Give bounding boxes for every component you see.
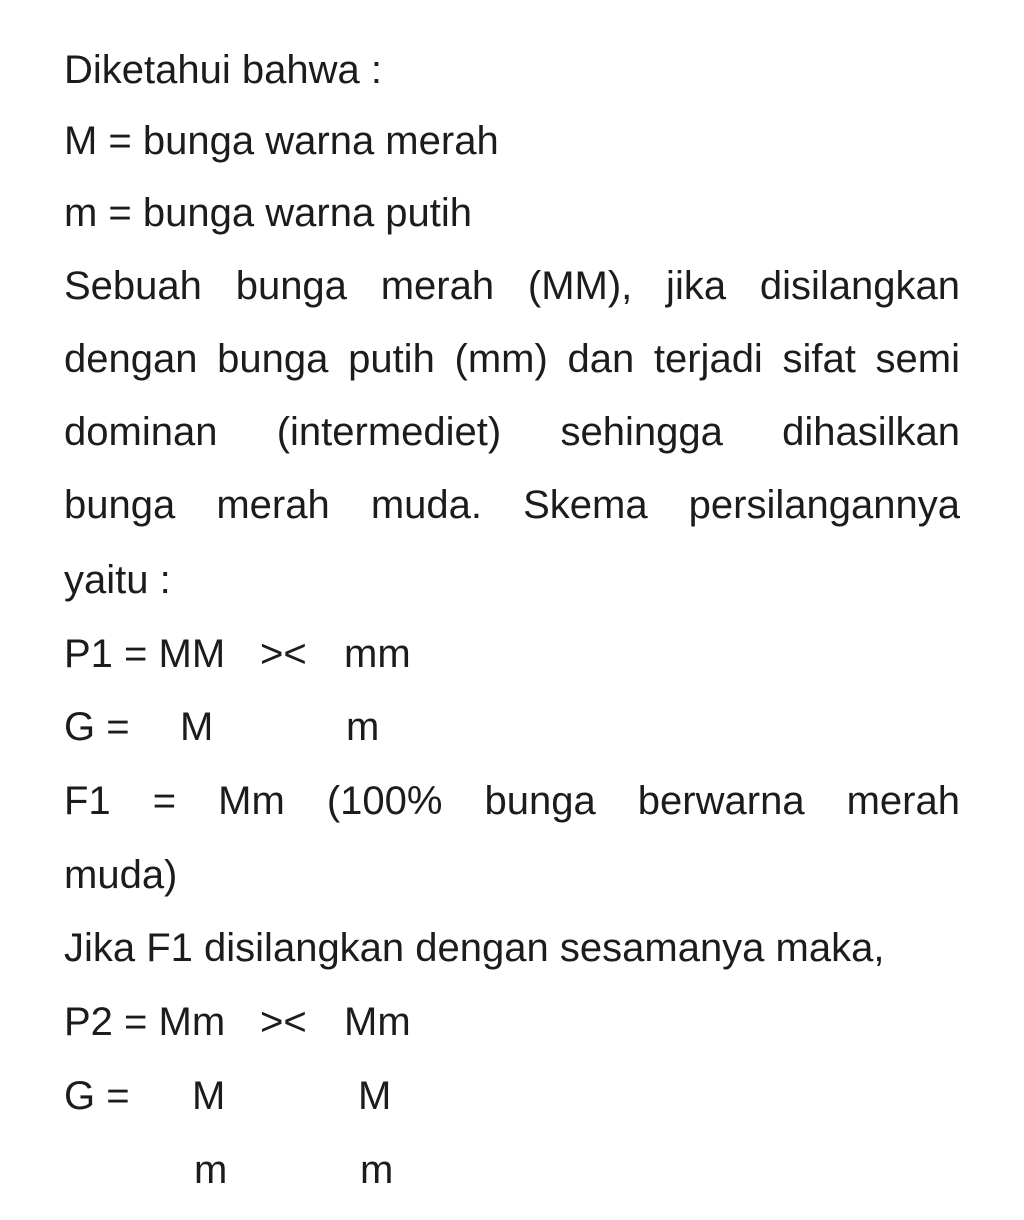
paragraph-line-1: Sebuah bunga merah (MM), jika disilangkan (64, 264, 960, 308)
transition-sentence: Jika F1 disilangkan dengan sesamanya maka, (64, 926, 885, 970)
definition-dominant: M = bunga warna merah (64, 119, 499, 163)
cross-symbol-2: >< (260, 1000, 307, 1044)
g2-left-gamete-1: M (192, 1074, 226, 1118)
intro-heading: Diketahui bahwa : (64, 48, 382, 92)
definition-recessive: m = bunga warna putih (64, 191, 473, 235)
p2-right-parent: Mm (344, 1000, 411, 1044)
g2-label: G = (64, 1074, 130, 1118)
p1-right-parent: mm (344, 632, 411, 676)
f1-result-line: F1 = Mm (100% bunga berwarna merah (64, 779, 960, 823)
g1-label: G = (64, 705, 130, 749)
paragraph-line-4: bunga merah muda. Skema persilangannya (64, 483, 960, 527)
paragraph-line-5: yaitu : (64, 558, 171, 602)
p1-parents-label: P1 = MM (64, 632, 226, 676)
g1-left-gamete: M (180, 705, 214, 749)
g2-right-gamete-1: M (358, 1074, 392, 1118)
f1-result-continuation: muda) (64, 853, 178, 897)
cross-symbol: >< (260, 632, 307, 676)
g1-right-gamete: m (346, 705, 380, 749)
g2-right-gamete-2: m (360, 1148, 394, 1192)
p2-parents-label: P2 = Mm (64, 1000, 226, 1044)
paragraph-line-3: dominan (intermediet) sehingga dihasilkan (64, 410, 960, 454)
paragraph-line-2: dengan bunga putih (mm) dan terjadi sifat semi (64, 337, 960, 381)
g2-left-gamete-2: m (194, 1148, 228, 1192)
